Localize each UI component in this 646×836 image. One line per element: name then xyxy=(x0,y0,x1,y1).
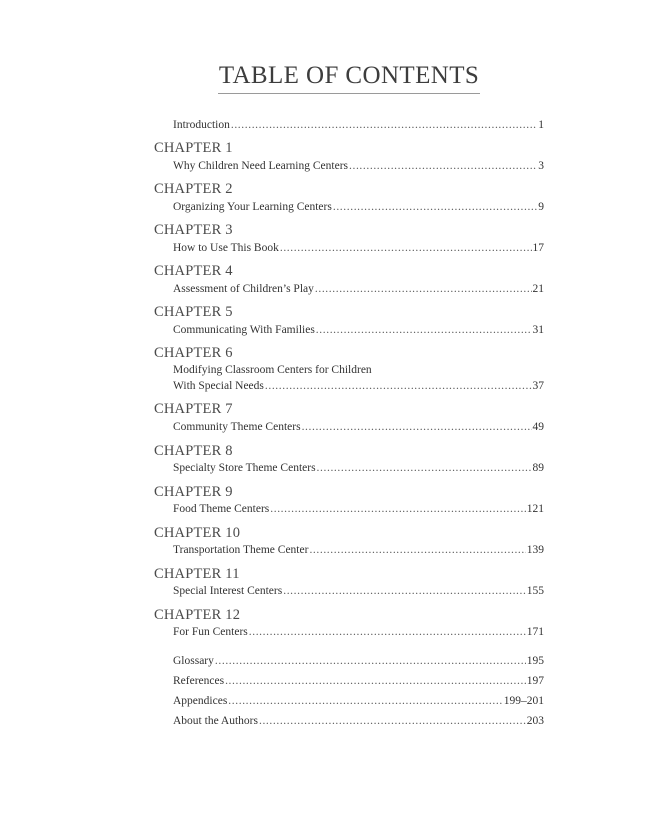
entry-page: 199–201 xyxy=(503,695,544,707)
toc-entry-appendices xyxy=(173,692,544,708)
toc-entry-references xyxy=(173,672,544,688)
entry-page: 49 xyxy=(532,421,544,433)
entry-page: 195 xyxy=(526,655,544,667)
entry-title: Food Theme Centers xyxy=(173,503,270,515)
entry-page: 31 xyxy=(532,324,544,336)
chapter-label: CHAPTER 2 xyxy=(154,181,233,197)
entry-title: With Special Needs xyxy=(173,380,264,392)
entry-title: Glossary xyxy=(173,655,214,667)
chapter-label: CHAPTER 4 xyxy=(154,263,233,279)
entry-title: References xyxy=(173,675,225,687)
dot-leader xyxy=(265,379,532,393)
entry-title: Introduction xyxy=(173,119,230,131)
toc-entry xyxy=(173,198,544,214)
chapter-label: CHAPTER 5 xyxy=(154,304,233,320)
dot-leader xyxy=(316,323,532,337)
dot-leader xyxy=(270,502,526,516)
toc-entry xyxy=(173,377,544,393)
chapter-label: CHAPTER 6 xyxy=(154,345,233,361)
dot-leader xyxy=(228,694,502,708)
dot-leader xyxy=(302,420,532,434)
toc-entry-glossary xyxy=(173,652,544,668)
chapter-label: CHAPTER 8 xyxy=(154,443,233,459)
entry-page: 171 xyxy=(526,626,544,638)
chapter-label: CHAPTER 12 xyxy=(154,607,241,623)
entry-title: Why Children Need Learning Centers xyxy=(173,160,348,172)
dot-leader xyxy=(249,625,526,639)
dot-leader xyxy=(283,584,526,598)
dot-leader xyxy=(215,654,526,668)
entry-page: 17 xyxy=(532,242,544,254)
entry-title: About the Authors xyxy=(173,715,258,727)
entry-title: Community Theme Centers xyxy=(173,421,301,433)
entry-title: Special Interest Centers xyxy=(173,585,283,597)
entry-title-line: Modifying Classroom Centers for Children xyxy=(173,364,372,376)
entry-page: 9 xyxy=(538,201,544,213)
chapter-label: CHAPTER 7 xyxy=(154,401,233,417)
entry-page: 197 xyxy=(526,675,544,687)
entry-title: For Fun Centers xyxy=(173,626,248,638)
entry-page: 37 xyxy=(532,380,544,392)
entry-page: 203 xyxy=(526,715,544,727)
dot-leader xyxy=(333,200,537,214)
toc-entry xyxy=(173,157,544,173)
entry-page: 1 xyxy=(538,119,544,131)
entry-title: Assessment of Children’s Play xyxy=(173,283,314,295)
toc-entry xyxy=(173,321,544,337)
dot-leader xyxy=(309,543,525,557)
toc-entry xyxy=(173,541,544,557)
dot-leader xyxy=(231,118,537,132)
entry-title: Organizing Your Learning Centers xyxy=(173,201,332,213)
chapter-label: CHAPTER 10 xyxy=(154,525,241,541)
entry-page: 139 xyxy=(526,544,544,556)
entry-page: 155 xyxy=(526,585,544,597)
dot-leader xyxy=(349,159,537,173)
entry-page: 89 xyxy=(532,462,544,474)
chapter-label: CHAPTER 3 xyxy=(154,222,233,238)
toc-entry xyxy=(173,239,544,255)
entry-title: Specialty Store Theme Centers xyxy=(173,462,316,474)
dot-leader xyxy=(225,674,526,688)
toc-entry xyxy=(173,582,544,598)
chapter-label: CHAPTER 11 xyxy=(154,566,240,582)
entry-title: Communicating With Families xyxy=(173,324,315,336)
entry-title: Appendices xyxy=(173,695,228,707)
entry-page: 121 xyxy=(526,503,544,515)
page-title: TABLE OF CONTENTS xyxy=(218,62,480,94)
dot-leader xyxy=(317,461,532,475)
entry-title: How to Use This Book xyxy=(173,242,279,254)
toc-entry xyxy=(173,500,544,516)
dot-leader xyxy=(315,282,532,296)
toc-entry xyxy=(173,623,544,639)
toc-entry-about-the-authors xyxy=(173,712,544,728)
toc-entry xyxy=(173,280,544,296)
entry-page: 21 xyxy=(532,283,544,295)
chapter-label: CHAPTER 9 xyxy=(154,484,233,500)
dot-leader xyxy=(259,714,526,728)
entry-page: 3 xyxy=(538,160,544,172)
toc-entry xyxy=(173,459,544,475)
chapter-label: CHAPTER 1 xyxy=(154,140,233,156)
toc-entry xyxy=(173,418,544,434)
dot-leader xyxy=(280,241,532,255)
entry-title: Transportation Theme Center xyxy=(173,544,309,556)
toc-entry-introduction xyxy=(173,116,544,132)
